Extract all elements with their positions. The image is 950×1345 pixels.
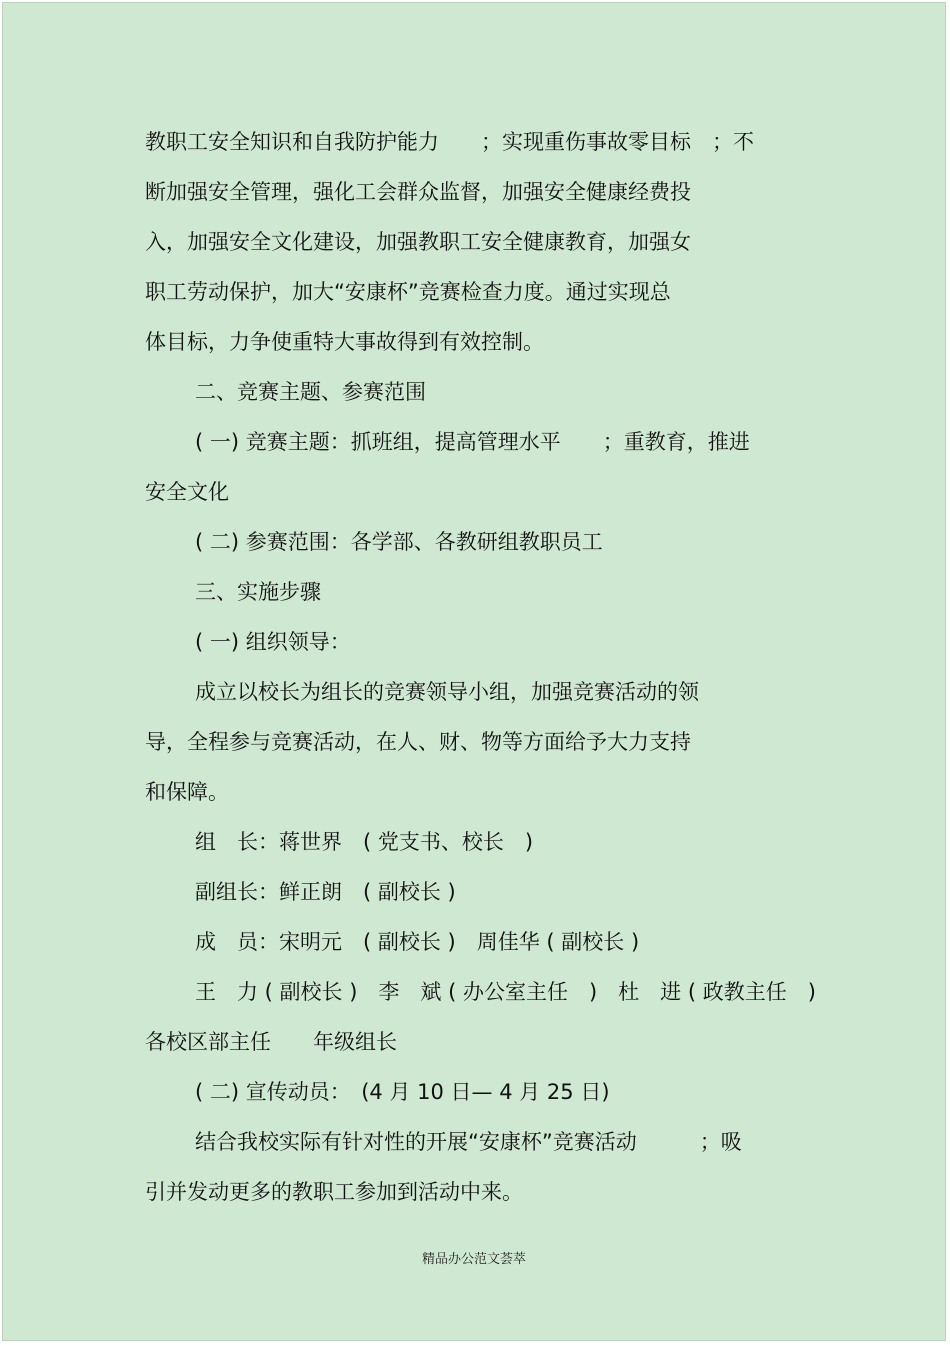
roster-line: 副组长：鲜正朗 ( 副校长 )	[195, 880, 456, 904]
roster-line: 组 长：蒋世界 ( 党支书、校长 )	[195, 830, 534, 854]
document-page	[2, 2, 946, 1341]
paragraph-line: 结合我校实际有针对性的开展“安康杯”竞赛活动 ；吸	[195, 1130, 742, 1154]
paragraph-line: 体目标，力争使重特大事故得到有效控制。	[145, 330, 544, 354]
paragraph-line: 安全文化	[145, 480, 229, 504]
paragraph-line: 引并发动更多的教职工参加到活动中来。	[145, 1180, 523, 1204]
roster-line: 成 员：宋明元 ( 副校长 ) 周佳华 ( 副校长 )	[195, 930, 640, 954]
subsection-heading: ( 二) 宣传动员： (4 月 10 日— 4 月 25 日)	[195, 1080, 610, 1104]
paragraph-line: 导，全程参与竞赛活动，在人、财、物等方面给予大力支持	[145, 730, 691, 754]
roster-line: 王 力 ( 副校长 ) 李 斌 ( 办公室主任 ) 杜 进 ( 政教主任 )	[195, 980, 816, 1004]
paragraph-line: 成立以校长为组长的竞赛领导小组，加强竞赛活动的领	[195, 680, 699, 704]
paragraph-line: 断加强安全管理，强化工会群众监督，加强安全健康经费投	[145, 180, 691, 204]
paragraph-line: 和保障。	[145, 780, 229, 804]
page-footer: 精品办公范文荟萃	[421, 1252, 526, 1267]
paragraph-line: ( 二) 参赛范围：各学部、各教研组教职员工	[195, 530, 603, 554]
roster-line: 各校区部主任 年级组长	[145, 1030, 397, 1054]
section-heading: 三、实施步骤	[195, 580, 321, 604]
paragraph-line: 教职工安全知识和自我防护能力 ；实现重伤事故零目标 ；不	[145, 130, 754, 154]
paragraph-line: 入，加强安全文化建设，加强教职工安全健康教育，加强女	[145, 230, 691, 254]
subsection-heading: ( 一) 组织领导：	[195, 630, 351, 654]
paragraph-line: ( 一) 竞赛主题：抓班组，提高管理水平 ；重教育，推进	[195, 430, 750, 454]
section-heading: 二、竞赛主题、参赛范围	[195, 380, 426, 404]
paragraph-line: 职工劳动保护，加大“安康杯”竞赛检查力度。通过实现总	[145, 280, 671, 304]
